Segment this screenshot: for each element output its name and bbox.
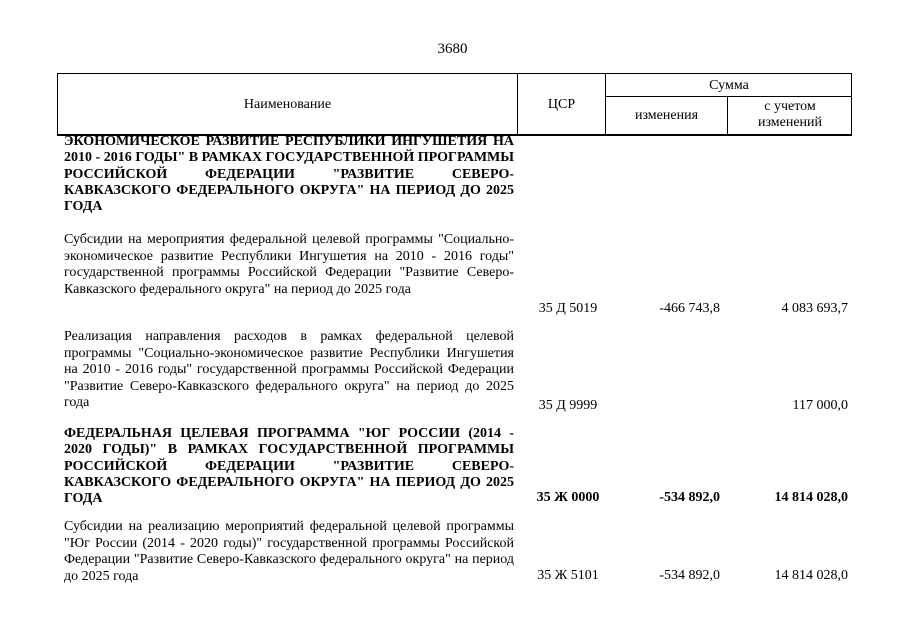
table-row-changes: -534 892,0: [659, 490, 720, 505]
table-row-name: Реализация направления расходов в рамках федеральной целевой программы "Социально-экономическое развитие Республики Ингушетия на 2010 - 2016 годы" государственной программы Российской Федерации "Развитие Северо-Кавказского федерального округа" на период до 2025 года: [64, 329, 514, 410]
table-row-name: ФЕДЕРАЛЬНАЯ ЦЕЛЕВАЯ ПРОГРАММА "ЮГ РОССИИ (2014 - 2020 ГОДЫ)" В РАМКАХ ГОСУДАРСТВЕННОЙ ПРОГРАММЫ РОССИЙСКОЙ ФЕДЕРАЦИИ "РАЗВИТИЕ СЕВЕРО-КАВКАЗСКОГО ФЕДЕРАЛЬНОГО ОКРУГА" НА ПЕРИОД ДО 2025 ГОДА: [64, 426, 514, 507]
header-with-changes: [728, 99, 852, 131]
table-row-csr: 35 Д 9999: [538, 398, 598, 413]
table-row-csr: 35 Д 5019: [538, 301, 598, 316]
table-row-csr: 35 Ж 5101: [537, 568, 599, 583]
header-changes: изменения: [634, 108, 699, 123]
table-row-changes: -534 892,0: [659, 568, 720, 583]
header-name: Наименование: [243, 97, 332, 112]
table-row-total: 14 814 028,0: [774, 490, 848, 505]
header-with-changes-line1: с учетом: [764, 99, 816, 114]
header-csr: ЦСР: [547, 97, 576, 112]
table-row-name: Субсидии на мероприятия федеральной целевой программы "Социально-экономическое развитие Республики Ингушетия на 2010 - 2016 годы" государственной программы Российской Федерации "Развитие Северо-Кавказского федерального округа" на период до 2025 года: [64, 232, 514, 297]
header-sum: Сумма: [709, 78, 749, 93]
header-top-border: [57, 73, 852, 74]
table-row-csr: 35 Ж 0000: [536, 490, 600, 505]
table-row-total: 4 083 693,7: [781, 301, 848, 316]
header-divider-sum-sub: [605, 96, 852, 97]
table-row-total: 14 814 028,0: [774, 568, 848, 583]
table-row-changes: -466 743,8: [659, 301, 720, 316]
table-row-name: ЭКОНОМИЧЕСКОЕ РАЗВИТИЕ РЕСПУБЛИКИ ИНГУШЕТИЯ НА 2010 - 2016 ГОДЫ" В РАМКАХ ГОСУДАРСТВЕННОЙ ПРОГРАММЫ РОССИЙСКОЙ ФЕДЕРАЦИИ "РАЗВИТИЕ СЕВЕРО-КАВКАЗСКОГО ФЕДЕРАЛЬНОГО ОКРУГА" НА ПЕРИОД ДО 2025 ГОДА: [64, 134, 514, 215]
header-with-changes-line2: изменений: [757, 115, 823, 130]
table-row-name: Субсидии на реализацию мероприятий федеральной целевой программы "Юг России (2014 - 2020 годы)" государственной программы Российской Федерации "Развитие Северо-Кавказского федерального округа" на период до 2025 года: [64, 519, 514, 584]
table-row-total: 117 000,0: [792, 398, 848, 413]
page-number: 3680: [437, 41, 468, 57]
